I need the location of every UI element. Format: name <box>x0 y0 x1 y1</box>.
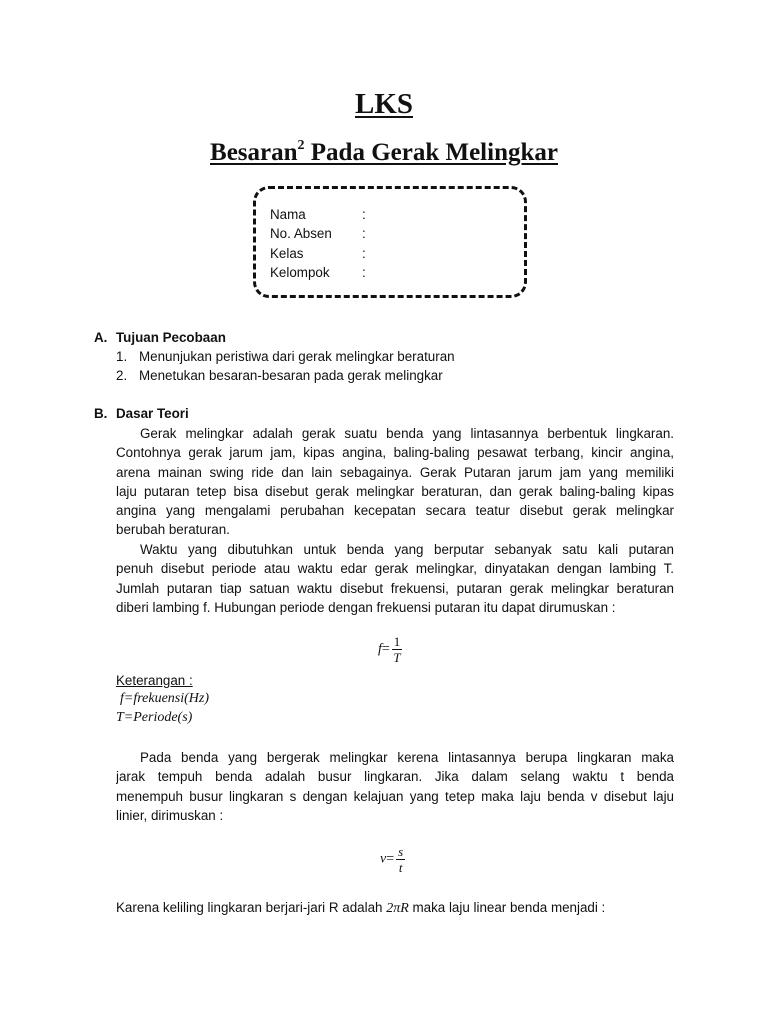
eq-denominator: T <box>393 650 401 665</box>
paragraph-2 <box>116 540 674 617</box>
eq-denominator: t <box>398 860 403 875</box>
paragraph-line: penuh disebut periode atau waktu edar gerak melingkar, dinyatakan dengan lambing T. <box>116 561 674 577</box>
identity-colon: : <box>362 246 366 261</box>
keterangan-line-2: T=Periode(s) <box>116 710 193 725</box>
eq-lhs: f <box>378 641 382 657</box>
section-a-item-text: Menunjukan peristiwa dari gerak melingkar beraturan <box>139 349 455 364</box>
closing-math: 2πR <box>386 901 409 916</box>
eq-fraction <box>396 844 405 875</box>
section-b-letter: B. <box>94 406 108 421</box>
eq-numerator: s <box>398 844 404 859</box>
eq-fraction <box>392 634 403 665</box>
eq-equals: = <box>386 851 395 867</box>
page-subtitle <box>0 132 768 169</box>
identity-colon: : <box>362 265 366 280</box>
paragraph-line: Jumlah putaran tiap satuan waktu disebut frekuensi, putaran gerak melingkar beraturan <box>116 580 674 596</box>
section-a-heading: Tujuan Pecobaan <box>116 330 226 345</box>
paragraph-line: angina yang mengalami perubahan kecepatan secara teatur disebut gerak melingkar <box>116 503 674 519</box>
identity-colon: : <box>362 207 366 222</box>
eq-equals: = <box>381 641 390 657</box>
section-a-item-text: Menetukan besaran-besaran pada gerak melingkar <box>139 368 443 383</box>
paragraph-line: diberi lambing f. Hubungan periode dengan frekuensi putaran itu dapat dirumuskan : <box>116 599 616 615</box>
paragraph-line: laju putaran tetep bisa disebut gerak melingkar beraturan, dan gerak baling-baling kipas <box>116 483 674 499</box>
identity-colon: : <box>362 226 366 241</box>
subtitle-main: Besaran <box>210 139 298 167</box>
keterangan-label: Keterangan : <box>116 673 193 688</box>
equation-linear-speed <box>380 844 405 875</box>
closing-sentence <box>116 898 605 918</box>
identity-label: Kelompok <box>270 265 330 280</box>
paragraph-line: Gerak melingkar adalah gerak suatu benda yang lintasannya berbentuk lingkaran. <box>140 426 674 441</box>
eq-lhs: v <box>380 851 387 867</box>
identity-box <box>253 186 527 298</box>
paragraph-1 <box>116 424 674 540</box>
paragraph-line: Contohnya gerak jarum jam, kipas angina, baling-baling pesawat terbang, kincir angina, <box>116 445 674 461</box>
paragraph-line: berubah beraturan. <box>116 522 230 538</box>
eq-numerator: 1 <box>393 634 401 649</box>
subtitle-superscript: 2 <box>297 138 305 153</box>
subtitle-rest: Pada Gerak Melingkar <box>304 139 558 167</box>
paragraph-line: menempuh busur lingkaran s dengan kelajuan yang tetep maka laju benda v disebut laju <box>116 788 674 804</box>
section-a-item-num: 1. <box>116 349 128 364</box>
paragraph-line: Pada benda yang bergerak melingkar kerena lintasannya berupa lingkaran maka <box>140 750 674 765</box>
identity-label: No. Absen <box>270 226 332 241</box>
paragraph-line: arena mainan swing ride dan lain sebagainya. Gerak Putaran jarum jam yang memiliki <box>116 464 674 480</box>
section-a-letter: A. <box>94 330 108 345</box>
identity-label: Kelas <box>270 246 304 261</box>
equation-frequency <box>378 634 402 665</box>
paragraph-3 <box>116 748 674 825</box>
paragraph-line: linier, dirimuskan : <box>116 807 224 823</box>
section-b-heading: Dasar Teori <box>116 406 189 421</box>
closing-text-before: Karena keliling lingkaran berjari-jari R adalah <box>116 900 387 915</box>
paragraph-line: Waktu yang dibutuhkan untuk benda yang berputar sebanyak satu kali putaran <box>140 542 674 557</box>
closing-text-after: maka laju linear benda menjadi : <box>408 900 606 915</box>
section-a-item-num: 2. <box>116 368 128 383</box>
paragraph-line: jarak tempuh benda adalah busur lingkaran. Jika dalam selang waktu t benda <box>116 769 674 785</box>
identity-label: Nama <box>270 207 306 222</box>
page-title <box>0 86 768 122</box>
keterangan-line-1: f=frekuensi(Hz) <box>120 691 210 706</box>
title-text: LKS <box>354 88 414 120</box>
